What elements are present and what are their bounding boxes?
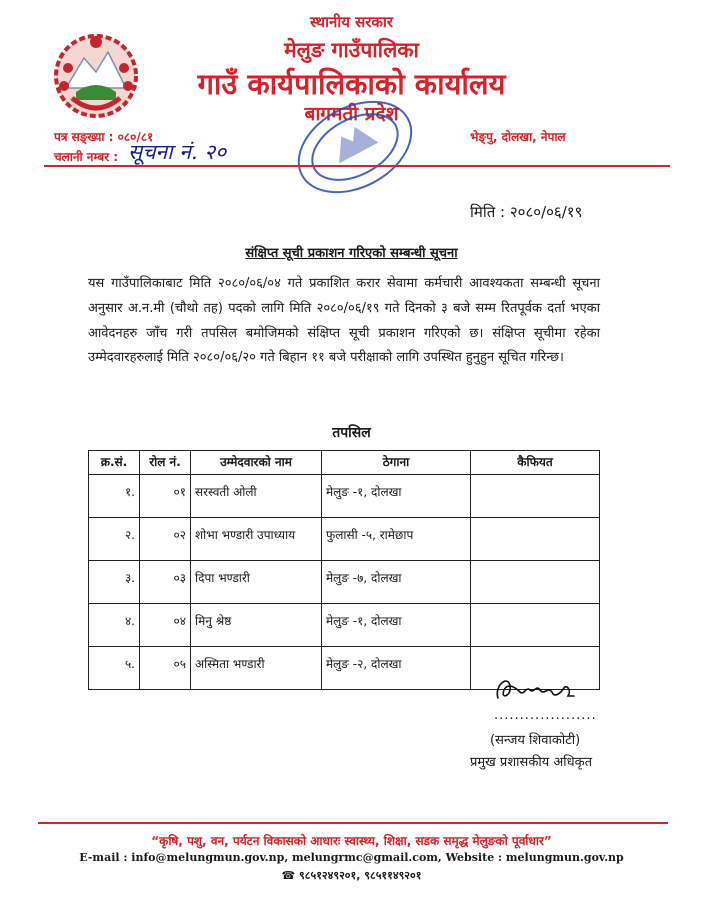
cell-address: फुलासी -५, रामेछाप xyxy=(322,518,471,561)
col-header-roll: रोल नं. xyxy=(140,451,191,475)
cell-sn: ३. xyxy=(89,561,140,604)
footer-contact: E-mail : info@melungmun.gov.np, melungrmc@gmail.com, Website : melungmun.gov.np xyxy=(79,851,624,864)
cell-name: अस्मिता भण्डारी xyxy=(191,647,322,690)
cell-sn: ४. xyxy=(89,604,140,647)
header-divider xyxy=(44,165,670,167)
cell-remarks xyxy=(471,475,600,518)
province-name: बागमती प्रदेश xyxy=(304,103,399,125)
cell-remarks xyxy=(471,518,600,561)
candidate-table xyxy=(88,450,600,690)
office-name: गाउँ कार्यपालिकाको कार्यालय xyxy=(197,67,506,101)
cell-name: दिपा भण्डारी xyxy=(191,561,322,604)
col-header-sn: क्र.सं. xyxy=(89,451,140,475)
signature-line: .................... xyxy=(494,708,597,723)
cell-roll: ०३ xyxy=(140,561,191,604)
table-row xyxy=(89,561,600,604)
cell-sn: २. xyxy=(89,518,140,561)
cell-remarks xyxy=(471,604,600,647)
government-tier-label: स्थानीय सरकार xyxy=(310,13,393,31)
office-address: भेङ्पु, दोलखा, नेपाल xyxy=(470,130,566,144)
notice-subject: संक्षिप्त सूची प्रकाशन गरिएको सम्बन्धी सूचना xyxy=(245,246,458,261)
cell-name: शोभा भण्डारी उपाध्याय xyxy=(191,518,322,561)
table-row xyxy=(89,518,600,561)
notice-body: यस गाउँपालिकाबाट मिति २०८०/०६/०४ गते प्रकाशित करार सेवामा कर्मचारी आवश्यकता सम्बन्धी सूचना अनुसार अ.न.मी (चौथो तह) पदको लागि मिति २०८०/०६/१९ गते दिनको ३ बजे सम्म रितपूर्वक दर्ता भएका आवेदनहरु जाँच गरी तपसिल बमोजिमको संक्षिप्त सूची प्रकाशन गरिएको छ। संक्षिप्त सूचीमा रहेका उम्मेदवारहरुलाई मिति २०८०/०६/२० गते बिहान ११ बजे परीक्षाको लागि उपस्थित हुनुहुन सूचित गरिन्छ। xyxy=(88,276,600,366)
office-seal-stamp-icon xyxy=(290,95,420,200)
footer-slogan: “कृषि, पशु, वन, पर्यटन विकासको आधारः स्वास्थ्य, शिक्षा, सडक समृद्ध मेलुङको पूर्वाधार” xyxy=(151,834,552,848)
cell-roll: ०२ xyxy=(140,518,191,561)
handwritten-signature-icon xyxy=(490,668,580,708)
notice-date: मिति : २०८०/०६/१९ xyxy=(470,203,583,221)
col-header-name: उम्मेदवारको नाम xyxy=(191,451,322,475)
cell-address: मेलुङ -१, दोलखा xyxy=(322,604,471,647)
reference-number: पत्र सङ्ख्या : ०८०/८१ xyxy=(54,130,154,144)
col-header-address: ठेगाना xyxy=(322,451,471,475)
col-header-remarks: कैफियत xyxy=(471,451,600,475)
cell-address: मेलुङ -२, दोलखा xyxy=(322,647,471,690)
table-row xyxy=(89,604,600,647)
cell-address: मेलुङ -१, दोलखा xyxy=(322,475,471,518)
table-row xyxy=(89,475,600,518)
cell-address: मेलुङ -७, दोलखा xyxy=(322,561,471,604)
signer-name: (सन्जय शिवाकोटी) xyxy=(490,733,581,748)
cell-sn: १. xyxy=(89,475,140,518)
dispatch-number-handwritten: सूचना नं. २० xyxy=(128,140,227,164)
cell-roll: ०१ xyxy=(140,475,191,518)
footer-divider xyxy=(38,822,668,824)
cell-sn: ५. xyxy=(89,647,140,690)
cell-name: सरस्वती ओली xyxy=(191,475,322,518)
cell-roll: ०४ xyxy=(140,604,191,647)
table-header-row xyxy=(89,451,600,475)
cell-remarks xyxy=(471,561,600,604)
footer-phone: ☎ ९८५१२४९२०१, ९८५११४९२०१ xyxy=(281,869,422,882)
cell-name: मिनु श्रेष्ठ xyxy=(191,604,322,647)
signer-title: प्रमुख प्रशासकीय अधिकृत xyxy=(470,755,593,770)
dispatch-number-label: चलानी नम्बर : xyxy=(54,150,119,164)
cell-roll: ०५ xyxy=(140,647,191,690)
schedule-heading: तपसिल xyxy=(332,425,371,441)
municipality-name: मेलुङ गाउँपालिका xyxy=(284,38,419,62)
